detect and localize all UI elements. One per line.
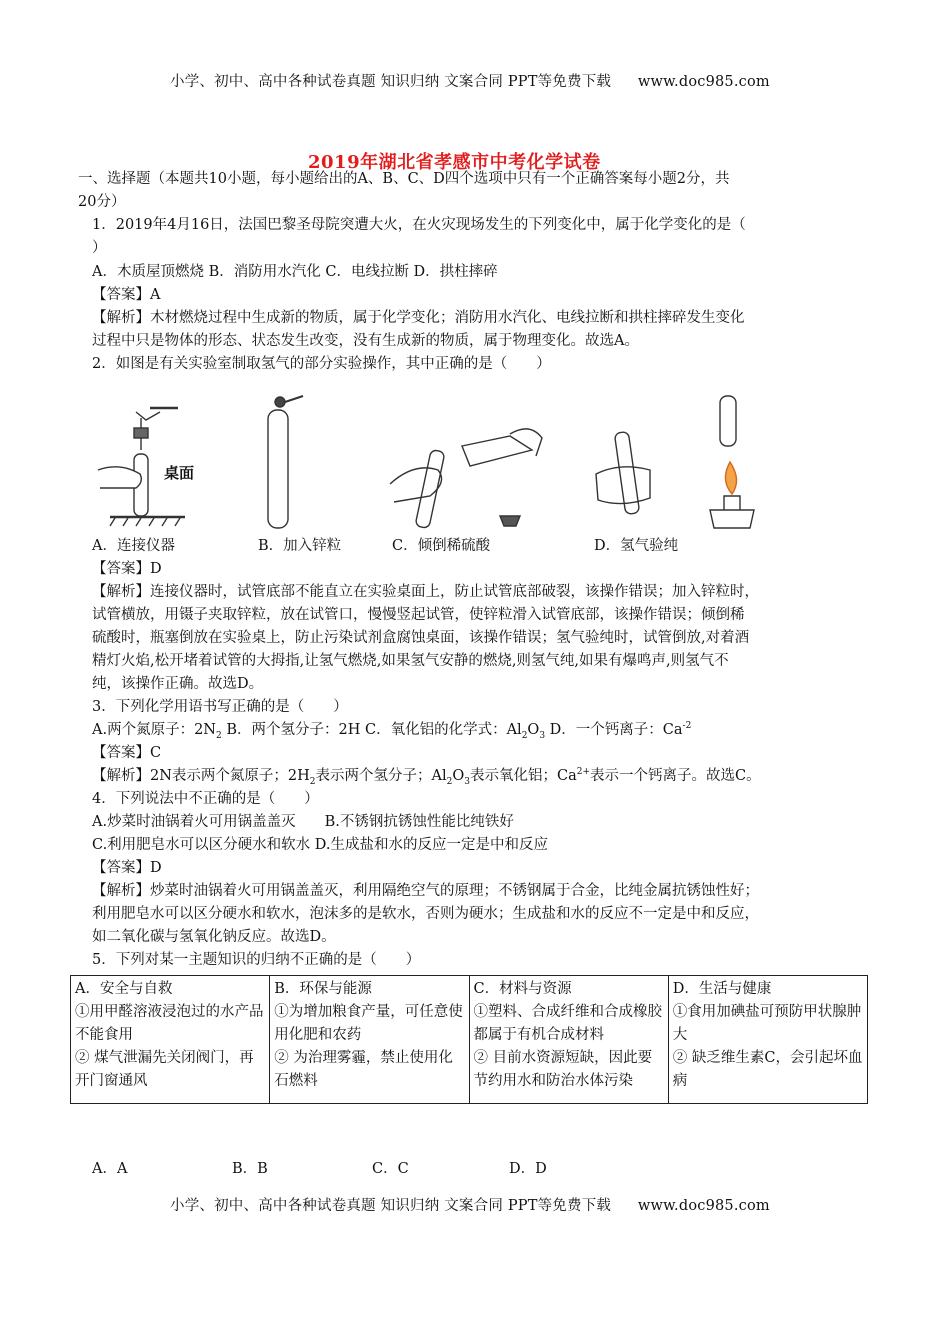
q4-options-l2: C.利用肥皂水可以区分硬水和软水 D.生成盐和水的反应一定是中和反应 xyxy=(92,837,549,853)
q5-col-d-l2: ② 缺乏维生素C，会引起坏血病 xyxy=(672,1050,863,1089)
q4-stem: 4．下列说法中不正确的是（ ） xyxy=(92,791,319,807)
section-heading-l2: 20分） xyxy=(78,194,126,210)
q2-option-c: C．倾倒稀硫酸 xyxy=(392,538,491,554)
q3-opt-a-sub: 2 xyxy=(216,730,222,741)
q2-analysis-l2: 试管横放，用镊子夹取锌粒，放在试管口，慢慢竖起试管，使锌粒滑入试管底部，该操作错误；倾倒稀 xyxy=(92,607,745,623)
q2-option-b: B．加入锌粒 xyxy=(258,538,342,554)
q5-col-d-l1: ①食用加碘盐可预防甲状腺肿大 xyxy=(672,1004,862,1043)
q2-analysis-l3: 硫酸时，瓶塞倒放在实验桌上，防止污染试剂盒腐蚀桌面，该操作错误；氢气验纯时，试管倒放,对着酒 xyxy=(92,630,750,646)
q4-analysis-l1: 【解析】炒菜时油锅着火可用锅盖盖灭，利用隔绝空气的原理；不锈钢属于合金，比纯金属抗锈蚀性好； xyxy=(92,883,759,899)
q3-an-3: O xyxy=(452,768,465,784)
q5-col-c-l1: ①塑料、合成纤维和合成橡胶都属于有机合成材料 xyxy=(473,1004,662,1043)
q5-col-c-l2: ② 目前水资源短缺，因此要节约用水和防治水体污染 xyxy=(473,1050,653,1089)
footer-url[interactable]: www.doc985.com xyxy=(637,1198,770,1214)
q3-an-5: 表示一个钙离子。故选C。 xyxy=(590,768,761,784)
q3-options xyxy=(92,719,691,742)
q3-opt-d: D．一个钙离子：Ca xyxy=(545,722,683,738)
section-heading-l1: 一、选择题（本题共10小题，每小题给出的A、B、C、D四个选项中只有一个正确答案每小题2分，共 xyxy=(78,171,730,187)
q4-options-l1: A.炒菜时油锅着火可用锅盖盖灭 B.不锈钢抗锈蚀性能比纯铁好 xyxy=(92,814,514,830)
q5-option-c: C．C xyxy=(372,1161,409,1177)
q3-an-sub3: 3 xyxy=(464,776,470,787)
header-url[interactable]: www.doc985.com xyxy=(637,74,770,90)
q2-figures xyxy=(90,392,790,532)
q3-opt-d-sup: -2 xyxy=(682,721,692,732)
q3-analysis xyxy=(92,765,761,788)
figure-add-zinc xyxy=(268,396,303,528)
q2-analysis-l1: 【解析】连接仪器时，试管底部不能直立在实验桌面上，防止试管底部破裂，该操作错误；加入锌粒时， xyxy=(92,584,759,600)
q2-answer: 【答案】D xyxy=(92,561,162,577)
q5-col-a-l2: ② 煤气泄漏先关闭阀门，再开门窗通风 xyxy=(75,1050,254,1089)
q5-col-d xyxy=(668,976,867,1104)
q5-col-b-head: B．环保与能源 xyxy=(274,981,372,997)
q3-an-2: 表示两个氢分子；Al xyxy=(315,768,447,784)
q3-opt-b: B．两个氢分子：2H C．氧化铝的化学式：Al xyxy=(221,722,522,738)
figure-pour-acid xyxy=(390,429,542,529)
page-header xyxy=(170,70,770,91)
q3-opt-c-sub2: 3 xyxy=(539,730,546,741)
page-title: 2019年湖北省孝感市中考化学试卷 xyxy=(308,152,601,173)
q4-analysis-l2: 利用肥皂水可以区分硬水和软水，泡沫多的是软水，否则为硬水；生成盐和水的反应不一定是中和反应， xyxy=(92,906,759,922)
q5-option-b: B．B xyxy=(232,1161,268,1177)
q5-col-d-head: D．生活与健康 xyxy=(672,981,772,997)
table-row xyxy=(71,976,868,1104)
q5-col-a-l1: ①用甲醛溶液浸泡过的水产品不能食用 xyxy=(75,1004,264,1043)
footer-text: 小学、初中、高中各种试卷真题 知识归纳 文案合同 PPT等免费下载 xyxy=(170,1198,612,1214)
q3-an-sub2: 2 xyxy=(446,776,453,787)
q5-stem: 5．下列对某一主题知识的归纳不正确的是（ ） xyxy=(92,952,421,968)
figure-desk-label: 桌面 xyxy=(164,465,195,482)
q1-stem-l1: 1．2019年4月16日，法国巴黎圣母院突遭大火，在火灾现场发生的下列变化中，属于化学变化的是（ xyxy=(92,217,746,233)
q1-analysis-l2: 过程中只是物体的形态、状态发生改变，没有生成新的物质，属于物理变化。故选A。 xyxy=(92,333,639,349)
q3-stem: 3．下列化学用语书写正确的是（ ） xyxy=(92,699,348,715)
q3-an-1: 【解析】2N表示两个氮原子；2H xyxy=(92,768,310,784)
q3-answer: 【答案】C xyxy=(92,745,162,761)
q5-table xyxy=(70,975,868,1104)
q3-opt-c-sub1: 2 xyxy=(521,730,528,741)
page-footer xyxy=(170,1194,770,1215)
q5-col-c-head: C．材料与资源 xyxy=(473,981,572,997)
q5-col-a-head: A．安全与自救 xyxy=(75,981,173,997)
q2-option-a: A．连接仪器 xyxy=(92,538,175,554)
q2-stem: 2．如图是有关实验室制取氢气的部分实验操作，其中正确的是（ ） xyxy=(92,356,551,372)
q1-options: A．木质屋顶燃烧 B．消防用水汽化 C．电线拉断 D．拱柱摔碎 xyxy=(92,264,498,280)
q5-col-b xyxy=(270,976,469,1104)
q4-answer: 【答案】D xyxy=(92,860,162,876)
q3-an-sub1: 2 xyxy=(309,776,316,787)
q5-col-a xyxy=(71,976,270,1104)
q3-an-sup: 2+ xyxy=(576,767,591,778)
q2-analysis-l4: 精灯火焰,松开堵着试管的大拇指,让氢气燃烧,如果氢气安静的燃烧,则氢气纯,如果有爆鸣声,则氢气不 xyxy=(92,653,729,669)
q3-opt-a: A.两个氮原子：2N xyxy=(92,722,216,738)
q3-opt-c-mid: O xyxy=(527,722,540,738)
q1-analysis-l1: 【解析】木材燃烧过程中生成新的物质，属于化学变化；消防用水汽化、电线拉断和拱柱摔碎发生变化 xyxy=(92,310,745,326)
header-text: 小学、初中、高中各种试卷真题 知识归纳 文案合同 PPT等免费下载 xyxy=(170,74,612,90)
q5-option-d: D．D xyxy=(509,1161,547,1177)
q1-stem-l2: ） xyxy=(92,240,107,256)
figure-test-hydrogen xyxy=(596,396,754,528)
q5-col-c xyxy=(469,976,668,1104)
q4-analysis-l3: 如二氧化碳与氢氧化钠反应。故选D。 xyxy=(92,929,336,945)
q5-col-b-l2: ② 为治理雾霾，禁止使用化石燃料 xyxy=(274,1050,453,1089)
q2-analysis-l5: 纯，该操作正确。故选D。 xyxy=(92,676,264,692)
q1-answer: 【答案】A xyxy=(92,287,161,303)
q2-option-d: D．氢气验纯 xyxy=(594,538,679,554)
q5-option-a: A．A xyxy=(92,1161,128,1177)
q5-col-b-l1: ①为增加粮食产量，可任意使用化肥和农药 xyxy=(274,1004,463,1043)
q3-an-4: 表示氧化铝；Ca xyxy=(470,768,577,784)
